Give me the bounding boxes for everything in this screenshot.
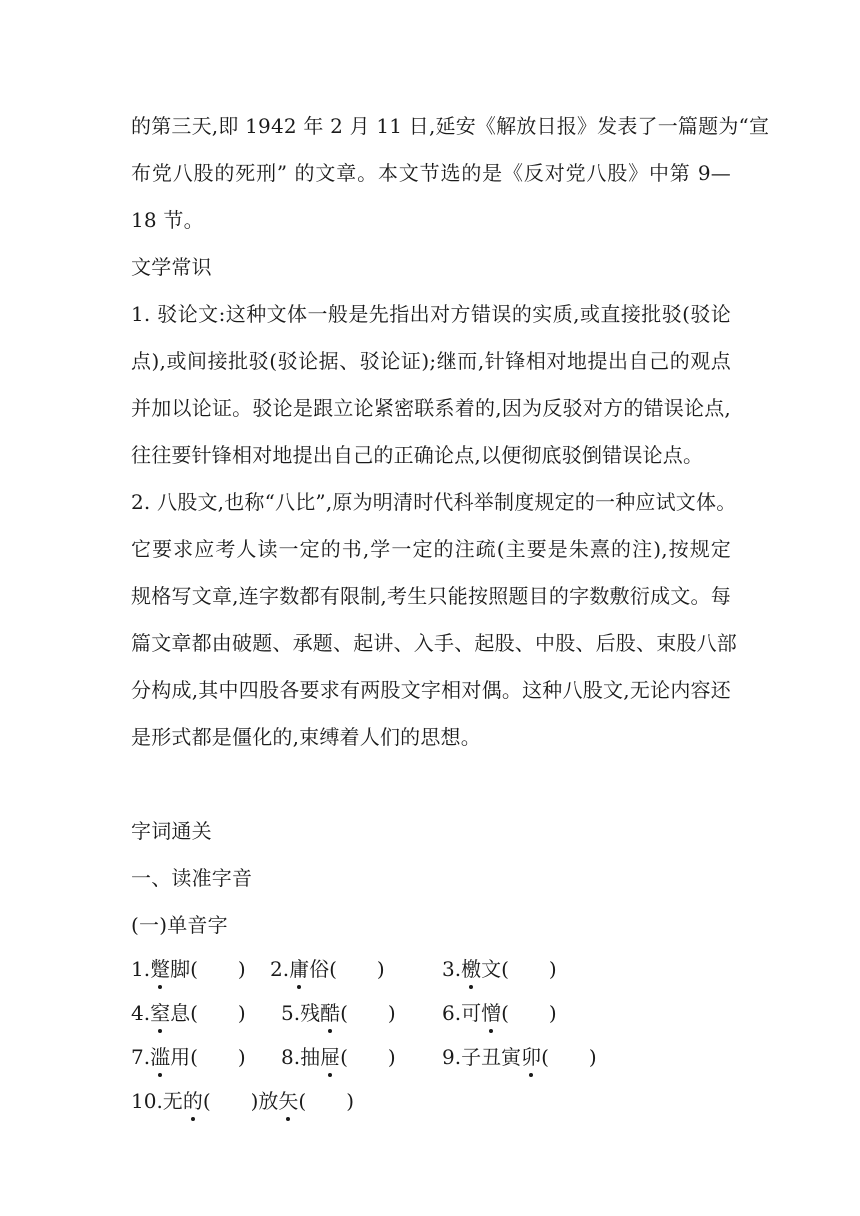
dotted-character: 卯 <box>521 1045 542 1069</box>
exercise-word: 息 <box>170 1001 191 1025</box>
section-heading-literature: 文学常识 <box>131 255 212 279</box>
paragraph-line: 规格写文章,连字数都有限制,考生只能按照题目的字数敷衍成文。每 <box>131 584 731 608</box>
exercise-number: 4. <box>131 1001 151 1025</box>
answer-blank[interactable]: ( ) <box>541 1045 597 1069</box>
exercise-item <box>131 955 246 983</box>
section-heading-vocabulary: 字词通关 <box>131 819 212 843</box>
answer-blank[interactable]: ( ) <box>190 957 246 981</box>
paragraph-line: 2. 八股文,也称“八比”,原为明清时代科举制度规定的一种应试文体。 <box>131 490 737 514</box>
paragraph-line: 分构成,其中四股各要求有两股文字相对偶。这种八股文,无论内容还 <box>131 678 731 702</box>
dotted-character: 檄 <box>461 957 482 981</box>
intro-text-line: 的第三天,即 1942 年 2 月 11 日,延安《解放日报》发表了一篇题为“宣 <box>131 114 770 138</box>
intro-text-line: 18 节。 <box>131 208 204 232</box>
exercise-number: 7. <box>131 1045 151 1069</box>
answer-blank[interactable]: ( ) <box>340 1045 396 1069</box>
exercise-word: 放 <box>258 1089 279 1113</box>
exercise-item <box>442 1043 597 1071</box>
exercise-item <box>281 1043 396 1071</box>
paragraph-line: 它要求应考人读一定的书,学一定的注疏(主要是朱熹的注),按规定 <box>131 537 731 561</box>
paragraph-line: 是形式都是僵化的,束缚着人们的思想。 <box>131 725 481 749</box>
section-heading-single-sound: (一)单音字 <box>131 913 228 937</box>
section-heading-pronunciation: 一、读准字音 <box>131 866 253 890</box>
exercise-number: 1. <box>131 957 151 981</box>
exercise-item <box>131 999 246 1027</box>
dotted-character: 蹩 <box>150 957 171 981</box>
intro-text-line: 布党八股的死刑” 的文章。本文节选的是《反对党八股》中第 9— <box>131 161 731 185</box>
exercise-item <box>281 999 396 1027</box>
paragraph-line: 篇文章都由破题、承题、起讲、入手、起股、中股、后股、束股八部 <box>131 631 737 655</box>
answer-blank[interactable]: ( ) <box>190 1001 246 1025</box>
answer-blank[interactable]: ( ) <box>340 1001 396 1025</box>
exercise-number: 9.子丑寅 <box>442 1045 522 1069</box>
paragraph-line: 1. 驳论文:这种文体一般是先指出对方错误的实质,或直接批驳(驳论 <box>131 302 731 326</box>
exercise-number: 8.抽 <box>281 1045 321 1069</box>
dotted-character: 庸 <box>289 957 310 981</box>
paragraph-line: 往往要针锋相对地提出自己的正确论点,以便彻底驳倒错误论点。 <box>131 443 704 467</box>
exercise-number: 2. <box>270 957 290 981</box>
exercise-number: 10.无 <box>131 1089 183 1113</box>
exercise-item <box>131 1087 354 1115</box>
dotted-character: 的 <box>182 1089 203 1113</box>
dotted-character: 酷 <box>320 1001 341 1025</box>
answer-blank[interactable]: ( ) <box>298 1089 355 1113</box>
exercise-word: 俗 <box>309 957 330 981</box>
exercise-number: 6.可 <box>442 1001 482 1025</box>
answer-blank[interactable]: ( ) <box>501 1001 557 1025</box>
exercise-item <box>442 999 557 1027</box>
exercise-word: 文 <box>481 957 502 981</box>
answer-blank[interactable]: ( ) <box>501 957 557 981</box>
answer-blank[interactable]: ( ) <box>202 1089 259 1113</box>
paragraph-line: 并加以论证。驳论是跟立论紧密联系着的,因为反驳对方的错误论点, <box>131 396 731 420</box>
answer-blank[interactable]: ( ) <box>190 1045 246 1069</box>
dotted-character: 矢 <box>278 1089 299 1113</box>
answer-blank[interactable]: ( ) <box>329 957 385 981</box>
dotted-character: 屉 <box>320 1045 341 1069</box>
paragraph-line: 点),或间接批驳(驳论据、驳论证);继而,针锋相对地提出自己的观点 <box>131 349 731 373</box>
dotted-character: 滥 <box>150 1045 171 1069</box>
dotted-character: 憎 <box>481 1001 502 1025</box>
exercise-item <box>131 1043 246 1071</box>
exercise-number: 5.残 <box>281 1001 321 1025</box>
exercise-word: 用 <box>170 1045 191 1069</box>
exercise-word: 脚 <box>170 957 191 981</box>
exercise-number: 3. <box>442 957 462 981</box>
dotted-character: 窒 <box>150 1001 171 1025</box>
exercise-item <box>442 955 557 983</box>
exercise-item <box>270 955 385 983</box>
